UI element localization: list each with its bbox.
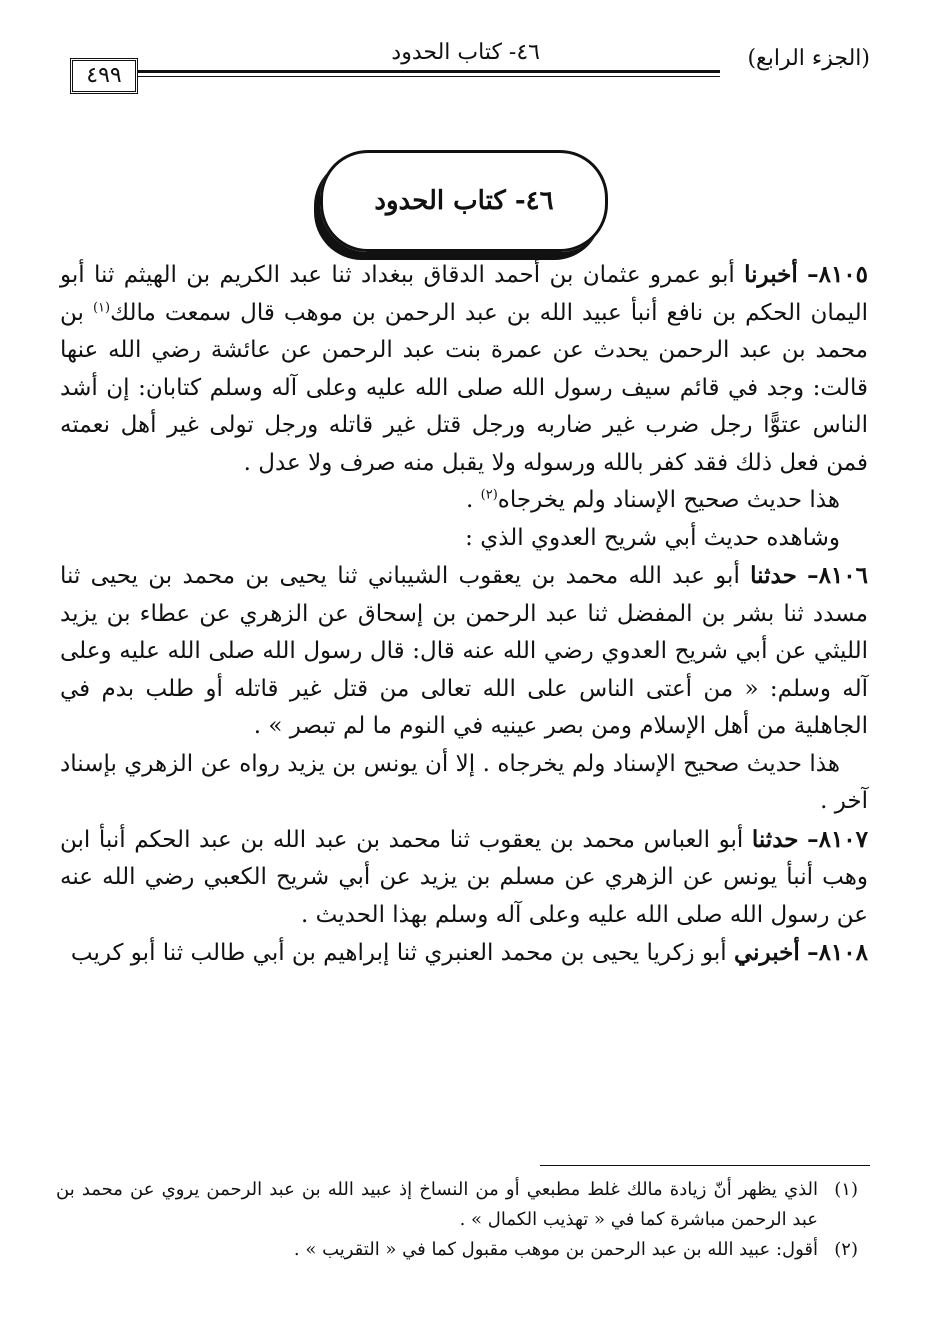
remark-text: . — [466, 487, 481, 513]
remark — [60, 482, 868, 520]
remark — [60, 746, 868, 821]
remark-text: وشاهده حديث أبي شريح العدوي الذي : — [465, 524, 840, 551]
transmission-lead: حدثنا — [751, 825, 799, 853]
hadith-text: بن محمد بن عبد الرحمن يحدث عن عمرة بنت عبد الرحمن عن عائشة رضي الله عنها قالت: وجد في قائم سيف رسول الله صلى الله عليه وعلى آله وسلم كتابان: إن أشد الناس عتوًّا رجل ضرب غير ضاربه ورجل قتل غير قاتله ورجل تولى غير أهل نعمته فمن فعل ذلك فقد كفر بالله ورسوله ولا يقبل منه صرف ولا عدل . — [60, 299, 868, 476]
chapter-title-frame — [320, 150, 608, 252]
hadith-8108 — [60, 934, 868, 973]
hadith-text: أبو العباس محمد بن يعقوب ثنا محمد بن عبد الله بن عبد الحكم أنبأ ابن وهب أنبأ يونس عن الزهري عن مسلم بن يزيد عن أبي شريح الكعبي رضي الله عنه عن رسول الله صلى الله عليه وعلى آله وسلم بهذا الحديث . — [60, 826, 868, 928]
transmission-lead: أخبرنا — [744, 261, 798, 288]
footnote-mark: (١) — [834, 1179, 858, 1200]
hadith-text: أبو زكريا يحيى بن محمد العنبري ثنا إبراهيم بن أبي طالب ثنا أبو كريب — [70, 940, 727, 966]
remark-text: هذا حديث صحيح الإسناد ولم يخرجاه — [497, 487, 840, 513]
footnote-ref-2: (٢) — [480, 487, 498, 503]
footnote-1 — [56, 1175, 858, 1235]
main-text — [60, 256, 868, 973]
footnote-text: الذي يظهر أنّ زيادة مالك غلط مطبعي أو من النساخ إذ عبيد الله بن عبد الرحمن يروي عن محمد بن عبد الرحمن مباشرة كما في « تهذيب الكمال » . — [56, 1179, 818, 1230]
hadith-text: أبو عمرو عثمان بن أحمد الدقاق ببغداد ثنا عبد الكريم بن الهيثم ثنا أبو اليمان الحكم بن نافع أنبأ عبيد الله بن عبد الرحمن بن موهب قال سمعت مالك — [60, 262, 868, 326]
footnote-mark: (٢) — [834, 1239, 858, 1260]
footnote-ref-1: (١) — [92, 299, 111, 315]
remark — [60, 520, 868, 558]
hadith-number: ٨١٠٥– — [807, 261, 869, 288]
volume-label: (الجزء الرابع) — [747, 46, 870, 71]
hadith-text: أبو عبد الله محمد بن يعقوب الشيباني ثنا يحيى بن محمد بن يحيى ثنا مسدد ثنا بشر بن المفضل ثنا عبد الرحمن بن إسحاق عن الزهري عن عطاء بن يزيد الليثي عن أبي شريح العدوي رضي الله عنه قال: قال رسول الله صلى الله عليه وعلى آله وسلم: « من أعتى الناس على الله تعالى من قتل غير قاتله أو طلب بدم في الجاهلية من أهل الإسلام ومن بصر عينيه في النوم ما لم تبصر » . — [60, 563, 868, 739]
footnote-separator — [540, 1165, 870, 1166]
footnote-text: أقول: عبيد الله بن عبد الرحمن بن موهب مقبول كما في « التقريب » . — [293, 1239, 818, 1260]
page-number: ٤٩٩ — [86, 63, 122, 88]
page-number-box — [70, 58, 138, 94]
hadith-number: ٨١٠٦– — [807, 562, 868, 589]
hadith-number: ٨١٠٨– — [807, 939, 868, 966]
header-rule — [138, 70, 720, 77]
running-header — [70, 40, 870, 92]
section-title: ٤٦- كتاب الحدود — [391, 40, 540, 65]
hadith-8107 — [60, 821, 868, 935]
transmission-lead: أخبرني — [733, 939, 800, 966]
chapter-title: ٤٦- كتاب الحدود — [374, 186, 554, 216]
footnotes — [56, 1175, 858, 1265]
hadith-number: ٨١٠٧– — [807, 825, 869, 853]
transmission-lead: حدثنا — [750, 562, 797, 589]
footnote-2 — [56, 1235, 858, 1265]
hadith-8105 — [60, 256, 868, 482]
remark-text: هذا حديث صحيح الإسناد ولم يخرجاه . إلا أن يونس بن يزيد رواه عن الزهري بإسناد آخر . — [60, 750, 868, 814]
hadith-8106 — [60, 557, 868, 746]
